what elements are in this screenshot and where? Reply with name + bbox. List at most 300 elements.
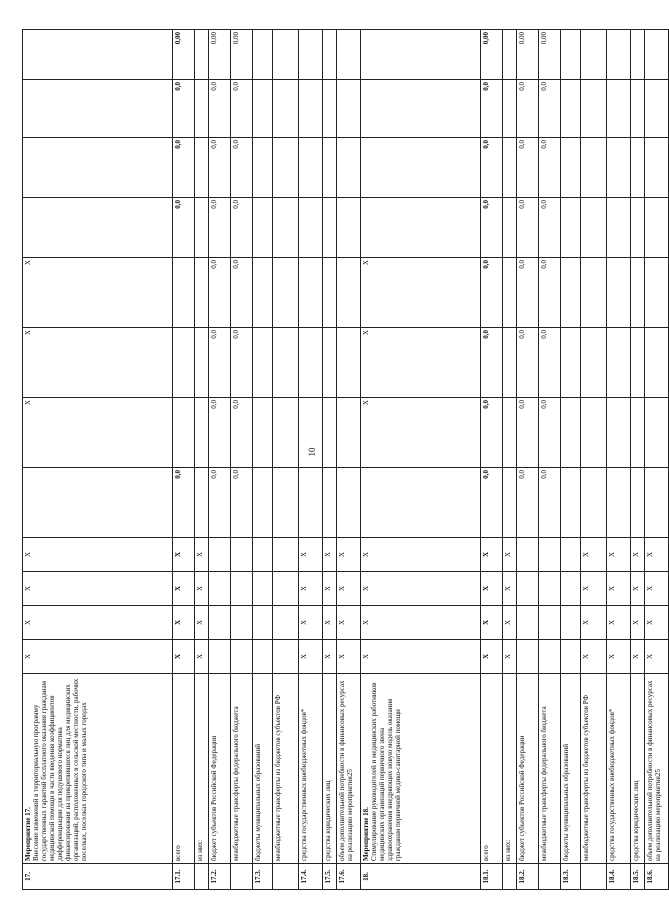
value-cell: X <box>23 258 173 328</box>
page-number: 10 <box>307 447 317 457</box>
mark-cell: X <box>337 640 361 674</box>
value-cell: 0,0 <box>517 468 539 538</box>
mark-cell <box>561 606 581 640</box>
mark-cell: X <box>173 640 195 674</box>
mark-cell <box>561 538 581 572</box>
row-number <box>503 864 517 890</box>
value-cell <box>503 468 517 538</box>
total-value-cell <box>645 80 669 138</box>
total-value-cell <box>561 138 581 198</box>
mark-cell: X <box>195 538 209 572</box>
value-cell <box>607 258 631 328</box>
value-cell: X <box>23 328 173 398</box>
value-cell: 0,0 <box>209 398 231 468</box>
total-value-cell <box>273 80 299 138</box>
value-cell <box>631 468 645 538</box>
description-text: бюджеты муниципальных образований <box>254 743 262 861</box>
value-cell: 0,0 <box>539 468 561 538</box>
value-cell <box>503 328 517 398</box>
mark-cell: X <box>195 572 209 606</box>
total-value-cell <box>607 138 631 198</box>
mark-cell: X <box>481 572 503 606</box>
mark-cell: X <box>645 606 669 640</box>
total-value-cell <box>323 30 337 80</box>
row-number <box>195 864 209 890</box>
description-text: бюджет субъектов Российской Федерации <box>518 735 526 861</box>
value-cell: 0,0 <box>209 328 231 398</box>
total-value-cell: 0,0 <box>231 80 253 138</box>
value-cell <box>195 398 209 468</box>
description-text: межбюджетные трансферты из бюджетов субъектов РФ <box>582 694 590 861</box>
table-row <box>517 30 539 890</box>
mark-cell: X <box>23 572 173 606</box>
total-value-cell: 0,00 <box>231 30 253 80</box>
mark-cell <box>517 606 539 640</box>
value-cell <box>273 258 299 328</box>
row-description <box>23 674 173 864</box>
value-cell: 0,0 <box>481 328 503 398</box>
total-value-cell <box>299 138 323 198</box>
total-value-cell: 0,00 <box>539 30 561 80</box>
mark-cell <box>561 640 581 674</box>
value-cell <box>323 468 337 538</box>
total-value-cell: 0,0 <box>173 198 195 258</box>
mark-cell <box>253 538 273 572</box>
description-text: средства юридических лиц <box>632 780 640 861</box>
value-cell <box>323 328 337 398</box>
value-cell <box>561 258 581 328</box>
total-value-cell: 0,0 <box>173 80 195 138</box>
total-value-cell <box>253 30 273 80</box>
value-cell <box>323 258 337 328</box>
row-number <box>273 864 299 890</box>
total-value-cell: 0,0 <box>481 80 503 138</box>
total-value-cell <box>299 198 323 258</box>
total-value-cell <box>645 138 669 198</box>
total-value-cell: 0,00 <box>209 30 231 80</box>
total-value-cell <box>631 138 645 198</box>
table-row <box>631 30 645 890</box>
total-value-cell <box>561 80 581 138</box>
total-value-cell <box>503 198 517 258</box>
description-text: средства юридических лиц <box>324 780 332 861</box>
mark-cell: X <box>631 606 645 640</box>
mark-cell <box>517 538 539 572</box>
mark-cell <box>273 640 299 674</box>
mark-cell: X <box>195 640 209 674</box>
value-cell <box>253 258 273 328</box>
value-cell <box>195 468 209 538</box>
value-cell: X <box>361 328 481 398</box>
row-description <box>209 674 231 864</box>
row-description <box>299 674 323 864</box>
total-value-cell <box>631 80 645 138</box>
total-value-cell <box>607 198 631 258</box>
mark-cell: X <box>337 538 361 572</box>
table-row <box>481 30 503 890</box>
value-cell <box>607 398 631 468</box>
value-cell <box>337 468 361 538</box>
total-value-cell: 0,0 <box>539 198 561 258</box>
table-row <box>253 30 273 890</box>
mark-cell <box>539 640 561 674</box>
row-description <box>361 674 481 864</box>
description-text: межбюджетные трансферты федерального бюджета <box>232 706 240 861</box>
mark-cell <box>253 606 273 640</box>
mark-cell <box>231 538 253 572</box>
value-cell: 0,0 <box>231 468 253 538</box>
value-cell: 0,0 <box>481 468 503 538</box>
total-value-cell: 0,0 <box>231 138 253 198</box>
total-value-cell <box>23 30 173 80</box>
mark-cell: X <box>581 538 607 572</box>
mark-cell: X <box>581 606 607 640</box>
value-cell <box>503 398 517 468</box>
total-value-cell <box>337 138 361 198</box>
total-value-cell <box>361 138 481 198</box>
value-cell <box>299 398 323 468</box>
row-description <box>503 674 517 864</box>
value-cell: 0,0 <box>481 398 503 468</box>
row-description <box>231 674 253 864</box>
row-number: 18.1. <box>481 864 503 890</box>
mark-cell: X <box>645 572 669 606</box>
total-value-cell: 0,0 <box>517 198 539 258</box>
table-row <box>581 30 607 890</box>
total-value-cell: 0,0 <box>481 198 503 258</box>
mark-cell: X <box>173 572 195 606</box>
value-cell <box>323 398 337 468</box>
rotated-table-container <box>22 30 662 890</box>
total-value-cell: 0,0 <box>173 138 195 198</box>
value-cell: 0,0 <box>231 398 253 468</box>
description-text: бюджет субъектов Российской Федерации <box>210 735 218 861</box>
mark-cell: X <box>607 640 631 674</box>
mark-cell: X <box>173 606 195 640</box>
value-cell <box>631 328 645 398</box>
value-cell: X <box>361 258 481 328</box>
row-description <box>195 674 209 864</box>
event-title: Мероприятие 17. <box>24 807 32 861</box>
row-number: 17.4. <box>299 864 323 890</box>
total-value-cell <box>299 80 323 138</box>
row-number: 17.3. <box>253 864 273 890</box>
mark-cell <box>231 572 253 606</box>
value-cell <box>645 398 669 468</box>
mark-cell: X <box>645 538 669 572</box>
row-number: 18.5. <box>631 864 645 890</box>
row-description <box>539 674 561 864</box>
total-value-cell <box>323 80 337 138</box>
mark-cell: X <box>361 572 481 606</box>
value-cell <box>561 398 581 468</box>
mark-cell: X <box>173 538 195 572</box>
row-description <box>607 674 631 864</box>
value-cell <box>361 468 481 538</box>
mark-cell <box>561 572 581 606</box>
row-number: 17.6. <box>337 864 361 890</box>
value-cell <box>503 258 517 328</box>
total-value-cell <box>253 198 273 258</box>
mark-cell <box>539 538 561 572</box>
total-value-cell <box>337 80 361 138</box>
mark-cell <box>539 606 561 640</box>
mark-cell: X <box>323 572 337 606</box>
total-value-cell <box>195 30 209 80</box>
table-row <box>539 30 561 890</box>
value-cell: 0,0 <box>231 328 253 398</box>
row-number: 17.2. <box>209 864 231 890</box>
value-cell <box>273 328 299 398</box>
value-cell <box>173 328 195 398</box>
row-description <box>323 674 337 864</box>
description-text: межбюджетные трансферты из бюджетов субъектов РФ <box>274 694 282 861</box>
total-value-cell <box>361 80 481 138</box>
value-cell: 0,0 <box>539 328 561 398</box>
value-cell <box>173 258 195 328</box>
value-cell <box>299 468 323 538</box>
mark-cell: X <box>645 640 669 674</box>
value-cell: 0,0 <box>517 398 539 468</box>
total-value-cell <box>195 80 209 138</box>
row-number: 18.2. <box>517 864 539 890</box>
mark-cell: X <box>607 538 631 572</box>
value-cell <box>23 468 173 538</box>
value-cell <box>337 398 361 468</box>
table-row <box>23 30 173 890</box>
total-value-cell: 0,0 <box>539 80 561 138</box>
total-value-cell <box>299 30 323 80</box>
total-value-cell <box>323 138 337 198</box>
mark-cell: X <box>503 606 517 640</box>
table-row <box>607 30 631 890</box>
value-cell <box>607 328 631 398</box>
total-value-cell <box>273 198 299 258</box>
total-value-cell <box>23 80 173 138</box>
row-number: 18.6. <box>645 864 669 890</box>
mark-cell: X <box>361 538 481 572</box>
total-value-cell <box>561 30 581 80</box>
mark-cell: X <box>299 606 323 640</box>
total-value-cell <box>581 198 607 258</box>
table-row <box>209 30 231 890</box>
value-cell <box>645 328 669 398</box>
value-cell <box>173 398 195 468</box>
total-value-cell <box>253 80 273 138</box>
mark-cell: X <box>481 640 503 674</box>
table-row <box>231 30 253 890</box>
total-value-cell: 0,00 <box>517 30 539 80</box>
total-value-cell <box>581 80 607 138</box>
row-description <box>631 674 645 864</box>
total-value-cell <box>645 30 669 80</box>
total-value-cell: 0,0 <box>517 80 539 138</box>
value-cell <box>645 468 669 538</box>
mark-cell: X <box>299 572 323 606</box>
description-text: объем дополнительной потребности в финансовых ресурсах на реализацию мероприятия25 <box>338 680 354 861</box>
mark-cell: X <box>481 606 503 640</box>
description-text: из них: <box>504 839 512 861</box>
mark-cell: X <box>323 538 337 572</box>
value-cell <box>253 398 273 468</box>
value-cell: X <box>23 398 173 468</box>
description-text: Стимулирование руководителей и медицинских работников медицинских организаций первичного звена здравоохранения внедряющих новую модель оказания гражданам первичной медико-санитарной помощи <box>370 682 402 861</box>
value-cell <box>195 328 209 398</box>
description-text: всего <box>482 845 490 861</box>
mark-cell: X <box>323 640 337 674</box>
total-value-cell <box>581 30 607 80</box>
row-number: 18. <box>361 864 481 890</box>
mark-cell: X <box>23 640 173 674</box>
value-cell <box>645 258 669 328</box>
table-row <box>645 30 669 890</box>
value-cell: 0,0 <box>517 258 539 328</box>
row-number: 17.1. <box>173 864 195 890</box>
row-number: 18.4. <box>607 864 631 890</box>
value-cell: 0,0 <box>539 258 561 328</box>
total-value-cell: 0,00 <box>173 30 195 80</box>
description-text: объем дополнительной потребности в финансовых ресурсах на реализацию мероприятия25 <box>646 680 662 861</box>
mark-cell: X <box>23 538 173 572</box>
mark-cell <box>231 640 253 674</box>
mark-cell: X <box>581 640 607 674</box>
value-cell <box>561 468 581 538</box>
total-value-cell: 0,0 <box>209 138 231 198</box>
mark-cell <box>273 606 299 640</box>
total-value-cell <box>561 198 581 258</box>
row-number <box>539 864 561 890</box>
row-number <box>581 864 607 890</box>
total-value-cell: 0,00 <box>481 30 503 80</box>
value-cell <box>273 468 299 538</box>
total-value-cell: 0,0 <box>209 80 231 138</box>
table-row <box>361 30 481 890</box>
description-text: Внесение изменений в территориальную программу государственных гарантий бесплатного оказания гражданам медицинской помощи в части введения коэффициентов дифференциации для подушевого норматива финансирования на прикрепившихся лиц для медицинских организаций, расположенных в сельской местности, рабочих поселках, поселках городского типа и малых городах <box>32 678 88 861</box>
total-value-cell: 0,0 <box>481 138 503 198</box>
total-value-cell <box>23 198 173 258</box>
mark-cell: X <box>323 606 337 640</box>
description-text: межбюджетные трансферты федерального бюджета <box>540 706 548 861</box>
mark-cell <box>273 572 299 606</box>
total-value-cell <box>195 138 209 198</box>
mark-cell: X <box>607 606 631 640</box>
description-text: средства государственных внебюджетных фондов* <box>608 708 616 861</box>
mark-cell: X <box>631 640 645 674</box>
value-cell <box>253 468 273 538</box>
row-description <box>253 674 273 864</box>
value-cell: 0,0 <box>231 258 253 328</box>
description-text: всего <box>174 845 182 861</box>
value-cell <box>273 398 299 468</box>
mark-cell: X <box>361 640 481 674</box>
total-value-cell <box>607 80 631 138</box>
value-cell <box>195 258 209 328</box>
mark-cell <box>231 606 253 640</box>
mark-cell: X <box>481 538 503 572</box>
mark-cell <box>209 538 231 572</box>
value-cell <box>253 328 273 398</box>
total-value-cell <box>273 138 299 198</box>
table-row <box>195 30 209 890</box>
row-description <box>173 674 195 864</box>
total-value-cell <box>361 30 481 80</box>
description-text: бюджеты муниципальных образований <box>562 743 570 861</box>
total-value-cell <box>631 30 645 80</box>
mark-cell <box>539 572 561 606</box>
value-cell <box>607 468 631 538</box>
mark-cell <box>253 640 273 674</box>
total-value-cell <box>195 198 209 258</box>
total-value-cell: 0,0 <box>539 138 561 198</box>
total-value-cell <box>337 198 361 258</box>
row-description <box>337 674 361 864</box>
mark-cell: X <box>631 572 645 606</box>
mark-cell: X <box>581 572 607 606</box>
total-value-cell <box>631 198 645 258</box>
value-cell <box>631 398 645 468</box>
total-value-cell <box>503 80 517 138</box>
mark-cell: X <box>337 606 361 640</box>
value-cell: 0,0 <box>209 258 231 328</box>
table-row <box>273 30 299 890</box>
mark-cell: X <box>607 572 631 606</box>
table-row <box>299 30 323 890</box>
row-number <box>231 864 253 890</box>
value-cell <box>561 328 581 398</box>
mark-cell: X <box>503 572 517 606</box>
mark-cell: X <box>23 606 173 640</box>
total-value-cell <box>503 138 517 198</box>
description-text: из них: <box>196 839 204 861</box>
value-cell: 0,0 <box>173 468 195 538</box>
mark-cell: X <box>299 538 323 572</box>
row-description <box>581 674 607 864</box>
total-value-cell <box>273 30 299 80</box>
value-cell: 0,0 <box>209 468 231 538</box>
value-cell <box>337 258 361 328</box>
value-cell: X <box>361 398 481 468</box>
value-cell <box>631 258 645 328</box>
mark-cell: X <box>195 606 209 640</box>
mark-cell <box>517 572 539 606</box>
total-value-cell <box>581 138 607 198</box>
row-description <box>645 674 669 864</box>
mark-cell <box>273 538 299 572</box>
mark-cell <box>209 572 231 606</box>
value-cell <box>581 328 607 398</box>
value-cell <box>299 328 323 398</box>
table-body <box>23 30 669 890</box>
budget-table <box>22 29 669 890</box>
value-cell <box>581 468 607 538</box>
total-value-cell <box>323 198 337 258</box>
value-cell <box>581 398 607 468</box>
row-number: 18.3. <box>561 864 581 890</box>
total-value-cell <box>337 30 361 80</box>
total-value-cell <box>361 198 481 258</box>
row-description <box>561 674 581 864</box>
total-value-cell: 0,0 <box>209 198 231 258</box>
mark-cell: X <box>337 572 361 606</box>
total-value-cell <box>23 138 173 198</box>
total-value-cell: 0,0 <box>517 138 539 198</box>
mark-cell <box>209 640 231 674</box>
mark-cell: X <box>361 606 481 640</box>
mark-cell: X <box>299 640 323 674</box>
value-cell: 0,0 <box>517 328 539 398</box>
table-row <box>323 30 337 890</box>
mark-cell <box>517 640 539 674</box>
